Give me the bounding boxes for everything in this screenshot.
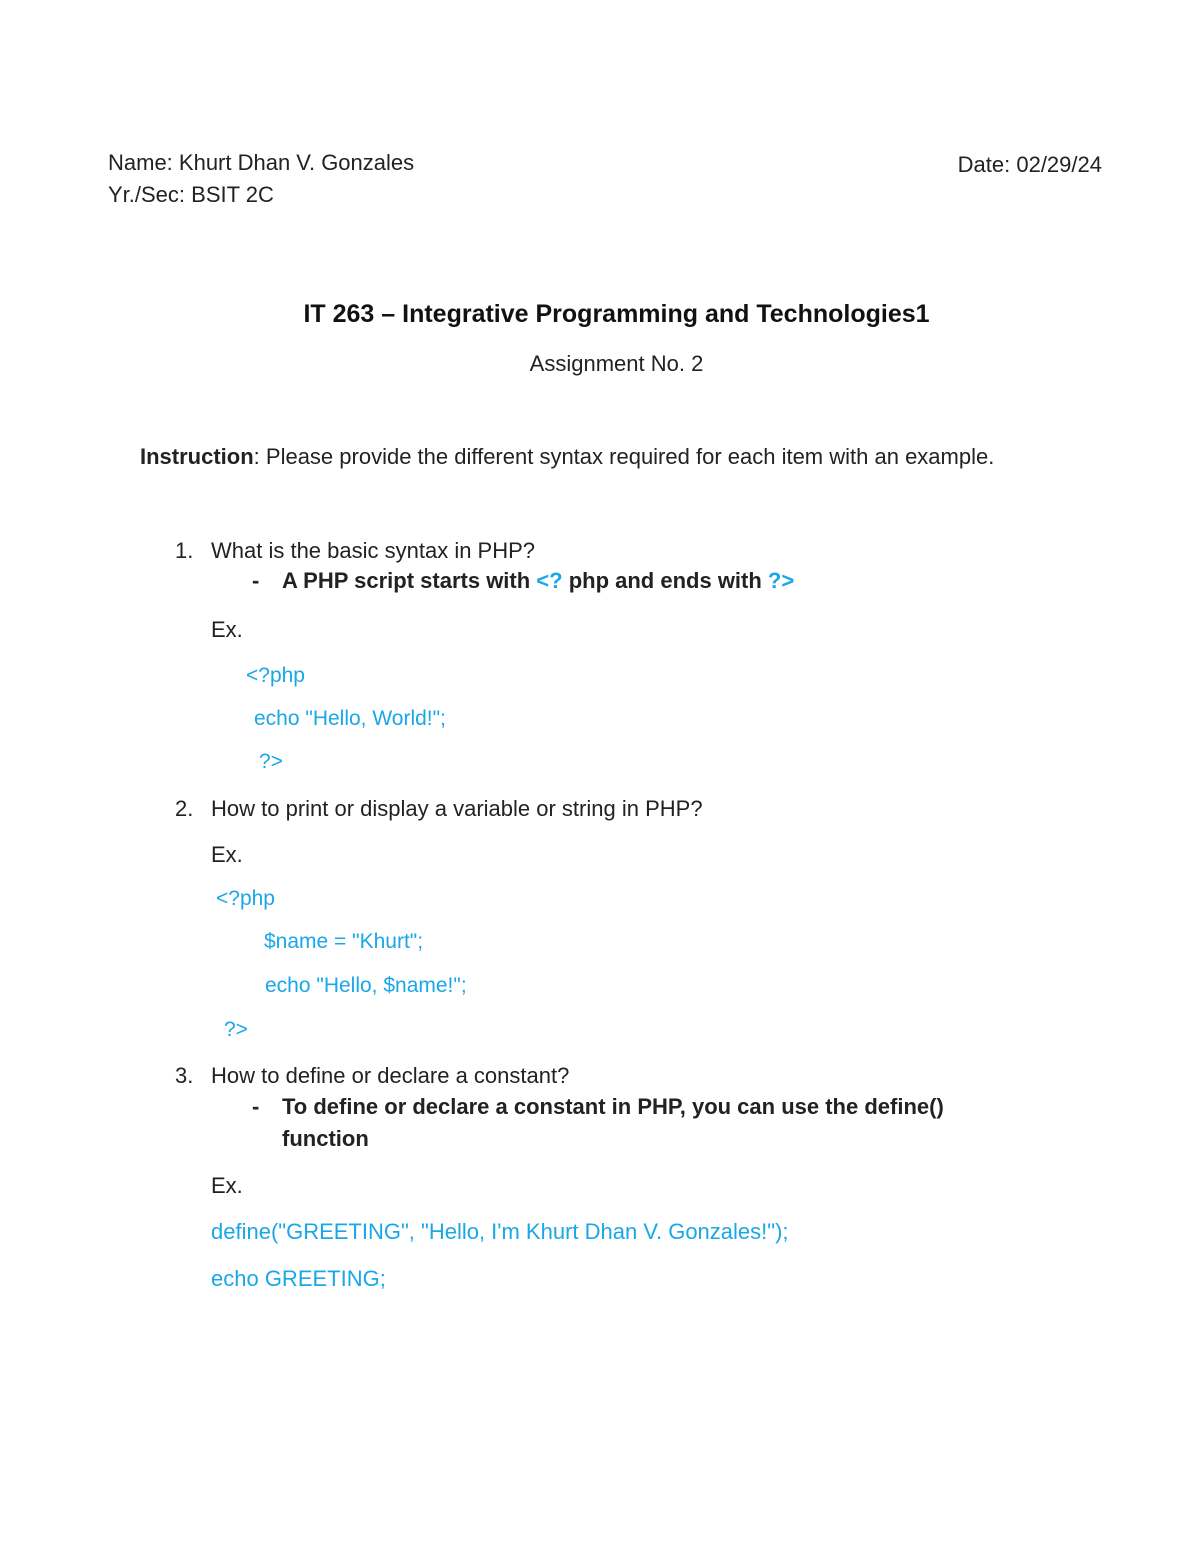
item-3-question: How to define or declare a constant? (211, 1063, 570, 1088)
item-3-answer-line-1: To define or declare a constant in PHP, you can use the define() (282, 1094, 944, 1119)
assignment-number: Assignment No. 2 (529, 351, 704, 376)
item-2-code-line: echo "Hello, $name!"; (265, 974, 467, 997)
item-1-answer-part1: A PHP script starts with (282, 568, 537, 593)
item-1-ex-label: Ex. (211, 617, 243, 642)
item-2-code-line: ?> (224, 1018, 248, 1041)
item-1-code-line: echo "Hello, World!"; (254, 707, 446, 730)
item-2-ex-label: Ex. (211, 842, 243, 867)
instruction-text: : Please provide the different syntax required for each item with an example. (253, 444, 995, 469)
item-1-dash: - (252, 568, 260, 593)
item-2-number: 2. (175, 796, 194, 821)
item-3-number: 3. (175, 1063, 194, 1088)
year-section: Yr./Sec: BSIT 2C (108, 182, 274, 207)
page-title: IT 263 – Integrative Programming and Technologies1 (303, 300, 930, 328)
item-3-dash: - (252, 1094, 260, 1119)
item-2-question: How to print or display a variable or string in PHP? (211, 796, 703, 821)
item-3-answer-line-2: function (282, 1126, 369, 1151)
item-2-code-line: $name = "Khurt"; (264, 930, 424, 953)
item-1-code-line: <?php (246, 664, 305, 687)
item-3-code-line: echo GREETING; (211, 1266, 386, 1291)
item-1-question: What is the basic syntax in PHP? (211, 538, 536, 563)
item-1-number: 1. (175, 538, 194, 563)
item-3-ex-label: Ex. (211, 1173, 243, 1198)
item-3-code-line: define("GREETING", "Hello, I'm Khurt Dhan V. Gonzales!"); (211, 1219, 789, 1244)
item-1-answer-part2: php and ends with (562, 568, 768, 593)
instruction-label: Instruction (140, 444, 254, 469)
instruction (140, 443, 994, 471)
date: Date: 02/29/24 (957, 152, 1102, 177)
student-name: Name: Khurt Dhan V. Gonzales (108, 150, 415, 175)
item-1-code-line: ?> (259, 750, 283, 773)
item-1-answer-tag-close: ?> (767, 568, 795, 593)
item-1-answer (282, 567, 794, 595)
item-1-answer-tag-open: <? (536, 568, 563, 593)
item-2-code-line: <?php (216, 887, 275, 910)
